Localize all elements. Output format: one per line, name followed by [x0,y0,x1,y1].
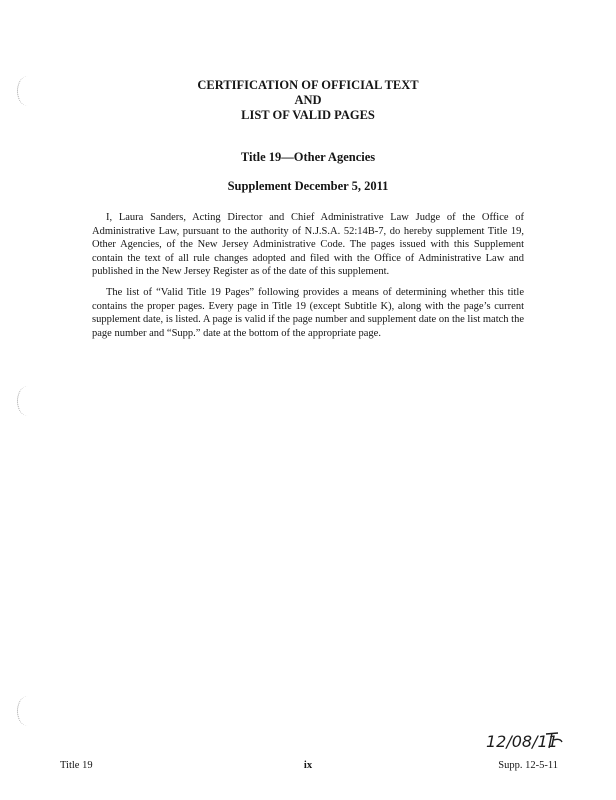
punch-hole-mark [17,386,38,416]
certification-title [0,78,616,123]
title-subject: Title 19—Other Agencies [240,150,376,164]
title-line-2: AND [294,93,322,107]
supplement-heading: Supplement December 5, 2011 [227,179,389,193]
footer-supplement-date: Supp. 12-5-11 [498,760,558,771]
footer-title: Title 19 [60,760,93,771]
punch-hole-mark [17,696,38,726]
certification-body [92,211,524,347]
valid-pages-paragraph: The list of “Valid Title 19 Pages” following provides a means of determining whether this title contains the proper pages. Every page in Title 19 (except Subtitle K), along with the page’s current supplement date, is listed. A page is valid if the page number and supplement date on the list match the page number and “Supp.” date at the bottom of the appropriate page. [92,286,524,339]
handwritten-date-signature [484,728,566,754]
title-line-1: CERTIFICATION OF OFFICIAL TEXT [197,78,419,92]
svg-text:12/08/11: 12/08/11 [486,732,558,751]
certification-paragraph: I, Laura Sanders, Acting Director and Chief Administrative Law Judge of the Office of Administrative Law, pursuant to the authority of N.J.S.A. 52:14B-7, do hereby supplement Title 19, Other Agencies, of the New Jersey Administrative Code. The pages issued with this Supplement contain the text of all rule changes adopted and filed with the Office of Administrative Law and published in the New Jersey Register as of the date of this supplement. [92,212,524,278]
page-number: ix [303,760,313,771]
title-line-3: LIST OF VALID PAGES [241,108,375,122]
